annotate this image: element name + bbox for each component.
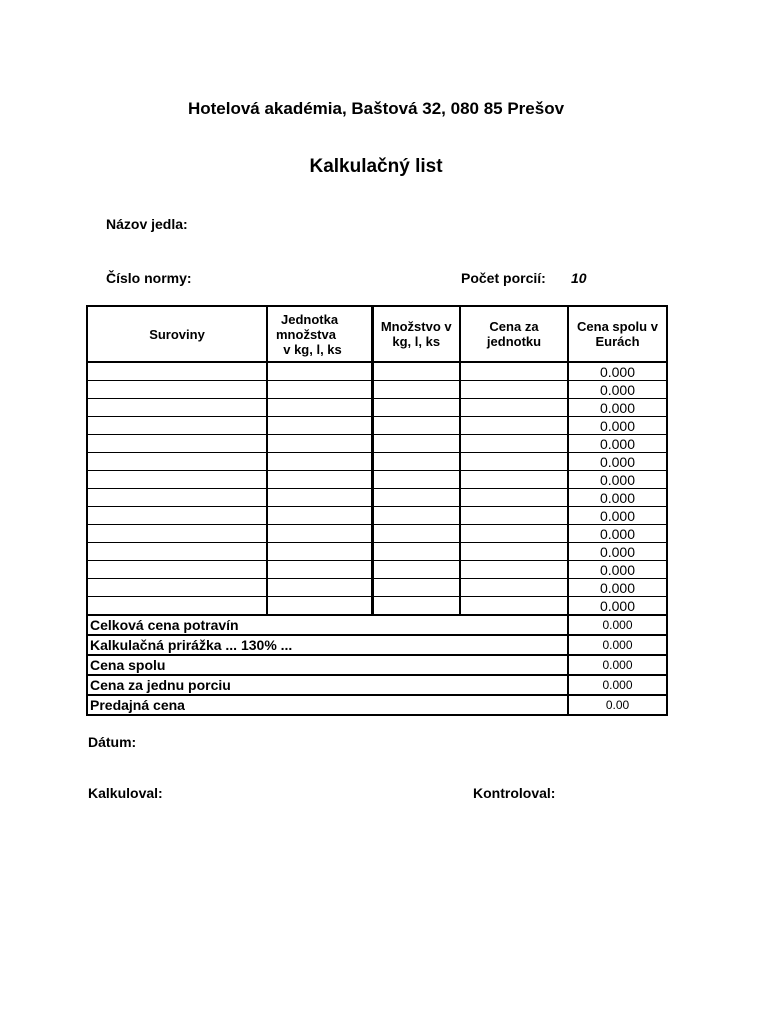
ingredient-cell[interactable]: [87, 362, 267, 381]
header-total-price: Cena spolu v Eurách: [568, 306, 667, 362]
ingredient-cell[interactable]: [87, 507, 267, 525]
date-label: Dátum:: [88, 734, 137, 750]
unit-cell[interactable]: [267, 381, 372, 399]
table-row: [87, 381, 667, 399]
table-header-row: [87, 306, 667, 362]
unit-price-cell[interactable]: [460, 561, 568, 579]
table-row: [87, 399, 667, 417]
summary-value: 0.00: [568, 695, 667, 715]
unit-cell[interactable]: [267, 561, 372, 579]
table-row: [87, 525, 667, 543]
summary-label: Cena za jednu porciu: [87, 675, 568, 695]
table-row: [87, 435, 667, 453]
table-row: [87, 362, 667, 381]
quantity-cell[interactable]: [372, 525, 460, 543]
unit-cell[interactable]: [267, 471, 372, 489]
portions-value: 10: [571, 270, 587, 286]
school-address: Hotelová akadémia, Baštová 32, 080 85 Prešov: [187, 99, 565, 118]
header-ingredients: Suroviny: [87, 306, 267, 362]
unit-price-cell[interactable]: [460, 453, 568, 471]
row-total-cell: 0.000: [568, 453, 667, 471]
ingredient-cell[interactable]: [87, 471, 267, 489]
row-total-cell: 0.000: [568, 507, 667, 525]
ingredient-cell[interactable]: [87, 597, 267, 616]
header-quantity: Množstvo v kg, l, ks: [372, 306, 460, 362]
row-total-cell: 0.000: [568, 381, 667, 399]
row-total-cell: 0.000: [568, 597, 667, 616]
summary-row: [87, 695, 667, 715]
summary-value: 0.000: [568, 615, 667, 635]
ingredient-cell[interactable]: [87, 399, 267, 417]
unit-cell[interactable]: [267, 579, 372, 597]
row-total-cell: 0.000: [568, 489, 667, 507]
table-row: [87, 579, 667, 597]
ingredient-cell[interactable]: [87, 489, 267, 507]
unit-price-cell[interactable]: [460, 489, 568, 507]
unit-cell[interactable]: [267, 543, 372, 561]
table-row: [87, 561, 667, 579]
unit-cell[interactable]: [267, 453, 372, 471]
ingredient-cell[interactable]: [87, 525, 267, 543]
quantity-cell[interactable]: [372, 362, 460, 381]
unit-price-cell[interactable]: [460, 579, 568, 597]
row-total-cell: 0.000: [568, 399, 667, 417]
unit-price-cell[interactable]: [460, 597, 568, 616]
unit-price-cell[interactable]: [460, 471, 568, 489]
unit-cell[interactable]: [267, 525, 372, 543]
summary-row: [87, 655, 667, 675]
table-row: [87, 543, 667, 561]
unit-price-cell[interactable]: [460, 381, 568, 399]
dish-name-label: Názov jedla:: [106, 216, 188, 232]
quantity-cell[interactable]: [372, 597, 460, 616]
quantity-cell[interactable]: [372, 399, 460, 417]
unit-cell[interactable]: [267, 399, 372, 417]
unit-cell[interactable]: [267, 489, 372, 507]
row-total-cell: 0.000: [568, 362, 667, 381]
unit-cell[interactable]: [267, 507, 372, 525]
unit-price-cell[interactable]: [460, 399, 568, 417]
summary-label: Celková cena potravín: [87, 615, 568, 635]
ingredient-cell[interactable]: [87, 543, 267, 561]
quantity-cell[interactable]: [372, 417, 460, 435]
quantity-cell[interactable]: [372, 579, 460, 597]
ingredient-cell[interactable]: [87, 453, 267, 471]
unit-price-cell[interactable]: [460, 435, 568, 453]
summary-value: 0.000: [568, 655, 667, 675]
quantity-cell[interactable]: [372, 543, 460, 561]
ingredient-cell[interactable]: [87, 435, 267, 453]
norm-number-label: Číslo normy:: [106, 270, 192, 286]
portions-label: Počet porcií:: [461, 270, 546, 286]
quantity-cell[interactable]: [372, 489, 460, 507]
summary-value: 0.000: [568, 675, 667, 695]
unit-cell[interactable]: [267, 597, 372, 616]
unit-price-cell[interactable]: [460, 417, 568, 435]
summary-row: [87, 615, 667, 635]
row-total-cell: 0.000: [568, 543, 667, 561]
quantity-cell[interactable]: [372, 471, 460, 489]
table-row: [87, 489, 667, 507]
header-unit-price: Cena za jednotku: [460, 306, 568, 362]
summary-row: [87, 635, 667, 655]
summary-label: Cena spolu: [87, 655, 568, 675]
ingredient-cell[interactable]: [87, 561, 267, 579]
table-row: [87, 507, 667, 525]
ingredient-cell[interactable]: [87, 579, 267, 597]
table-row: [87, 597, 667, 616]
calculation-table: [86, 305, 668, 716]
quantity-cell[interactable]: [372, 507, 460, 525]
checked-by-label: Kontroloval:: [473, 785, 556, 801]
unit-price-cell[interactable]: [460, 362, 568, 381]
summary-value: 0.000: [568, 635, 667, 655]
unit-cell[interactable]: [267, 435, 372, 453]
unit-cell[interactable]: [267, 417, 372, 435]
row-total-cell: 0.000: [568, 471, 667, 489]
row-total-cell: 0.000: [568, 525, 667, 543]
row-total-cell: 0.000: [568, 435, 667, 453]
row-total-cell: 0.000: [568, 579, 667, 597]
quantity-cell[interactable]: [372, 435, 460, 453]
quantity-cell[interactable]: [372, 381, 460, 399]
unit-cell[interactable]: [267, 362, 372, 381]
table-row: [87, 417, 667, 435]
summary-label: Kalkulačná prirážka ... 130% ...: [87, 635, 568, 655]
unit-price-cell[interactable]: [460, 543, 568, 561]
row-total-cell: 0.000: [568, 417, 667, 435]
table-row: [87, 453, 667, 471]
page-title: Kalkulačný list: [309, 156, 443, 177]
row-total-cell: 0.000: [568, 561, 667, 579]
calculated-by-label: Kalkuloval:: [88, 785, 163, 801]
unit-price-cell[interactable]: [460, 525, 568, 543]
ingredient-cell[interactable]: [87, 417, 267, 435]
table-row: [87, 471, 667, 489]
unit-price-cell[interactable]: [460, 507, 568, 525]
header-unit: Jednotka množstva v kg, l, ks: [267, 306, 372, 362]
summary-label: Predajná cena: [87, 695, 568, 715]
quantity-cell[interactable]: [372, 561, 460, 579]
summary-row: [87, 675, 667, 695]
quantity-cell[interactable]: [372, 453, 460, 471]
ingredient-cell[interactable]: [87, 381, 267, 399]
